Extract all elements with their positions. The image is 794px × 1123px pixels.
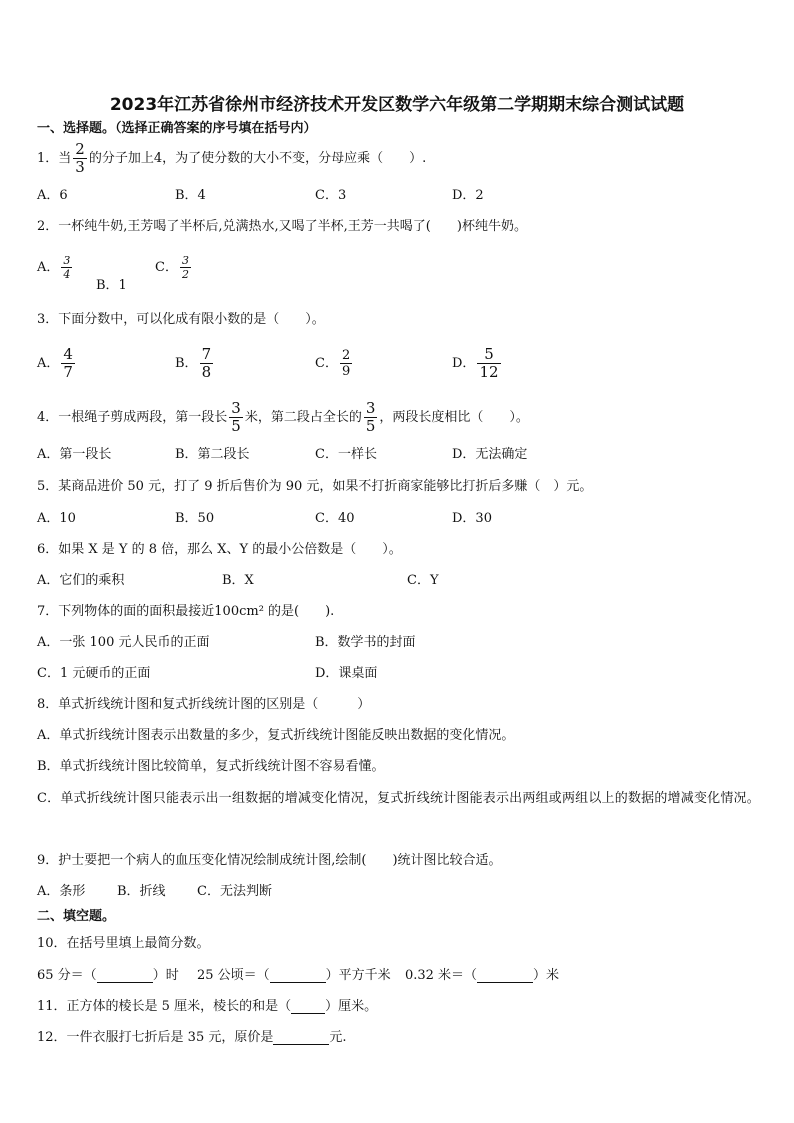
q2-option-a [37, 255, 74, 280]
q9-option-c: C．无法判断 [197, 884, 272, 899]
q3-option-d-fraction [477, 347, 500, 380]
q12-blank[interactable] [273, 1031, 329, 1045]
q4-option-a: A．第一段长 [37, 447, 112, 462]
q10-part-1: 65 分＝（ [37, 968, 97, 983]
q10-part-3: 0.32 米＝（ [404, 968, 478, 983]
question-2: 2．一杯纯牛奶,王芳喝了半杯后,兑满热水,又喝了半杯,王芳一共喝了( )杯纯牛奶。 [37, 219, 527, 234]
question-4 [37, 401, 529, 434]
fraction-denominator: 9 [341, 364, 351, 379]
q1-option-b: B．4 [175, 188, 206, 203]
question-1 [37, 142, 426, 175]
fraction-denominator: 5 [231, 417, 241, 435]
q9-option-b: B．折线 [117, 884, 166, 899]
q3-option-a-label: A． [37, 356, 60, 371]
q10-blank-2[interactable] [270, 969, 326, 983]
fraction-denominator: 8 [201, 363, 212, 381]
fraction-numerator: 4 [63, 345, 73, 363]
q7-option-a: A．一张 100 元人民币的正面 [37, 635, 210, 650]
q8-option-b: B．单式折线统计图比较简单，复式折线统计图不容易看懂。 [37, 759, 385, 774]
question-6: 6．如果 X 是 Y 的 8 倍，那么 X、Y 的最小公倍数是（ ）。 [37, 542, 402, 557]
q6-option-c: C．Y [407, 573, 439, 588]
question-11 [37, 1000, 377, 1014]
q11-post: ）厘米。 [325, 999, 378, 1014]
question-1-post: 的分子加上4，为了使分数的大小不变，分母应乘（ ）. [88, 151, 427, 166]
q3-option-b-label: B． [175, 356, 198, 371]
q2-option-c [155, 255, 193, 280]
section-choice-heading: 一、选择题。（选择正确答案的序号填在括号内） [37, 121, 317, 136]
q1-option-a: A．6 [37, 188, 68, 203]
q2-option-a-label: A． [37, 260, 60, 275]
question-4-post: ，两段长度相比（ ）。 [379, 410, 529, 425]
q3-option-c-label: C． [315, 356, 338, 371]
question-8: 8．单式折线统计图和复式折线统计图的区别是（ ） [37, 697, 371, 712]
page-title: 2023年江苏省徐州市经济技术开发区数学六年级第二学期期末综合测试试题 [109, 95, 685, 115]
question-4-fraction-2 [364, 401, 378, 434]
q7-option-d: D．课桌面 [315, 666, 378, 681]
q5-option-b: B．50 [175, 511, 215, 526]
q1-option-d: D．2 [452, 188, 484, 203]
q2-option-b: B．1 [96, 278, 127, 293]
question-4-fraction-1 [229, 401, 243, 434]
q3-option-b-fraction [200, 347, 214, 380]
q8-option-a: A．单式折线统计图表示出数量的多少，复式折线统计图能反映出数据的变化情况。 [37, 728, 515, 743]
q10-part-1-end: ）时 [152, 968, 179, 983]
q10-blank-1[interactable] [97, 969, 153, 983]
question-1-fraction [73, 142, 87, 175]
q11-pre: 11．正方体的棱长是 5 厘米，棱长的和是（ [37, 999, 292, 1014]
question-10-blanks [37, 969, 559, 983]
q3-option-d [452, 347, 503, 380]
fraction-numerator: 3 [231, 399, 241, 417]
fraction-denominator: 4 [63, 268, 71, 281]
q3-option-a-fraction [61, 347, 75, 380]
q7-option-c: C．1 元硬币的正面 [37, 666, 151, 681]
q4-option-d: D．无法确定 [452, 447, 528, 462]
question-7: 7．下列物体的面的面积最接近100cm² 的是( ). [37, 604, 335, 619]
fraction-denominator: 2 [181, 268, 189, 281]
q3-option-c-fraction [340, 349, 352, 378]
q11-blank[interactable] [291, 1000, 325, 1014]
q7-option-b: B．数学书的封面 [315, 635, 416, 650]
q9-option-a: A．条形 [37, 884, 86, 899]
q12-post: 元. [329, 1030, 347, 1045]
q10-part-3-end: ）米 [533, 968, 560, 983]
q3-option-d-label: D． [452, 356, 476, 371]
q5-option-a: A．10 [37, 511, 76, 526]
fraction-numerator: 5 [484, 345, 494, 363]
fraction-numerator: 7 [201, 345, 212, 363]
question-4-mid: 米，第二段占全长的 [244, 410, 362, 425]
q10-blank-3[interactable] [477, 969, 533, 983]
question-12 [37, 1031, 347, 1045]
q3-option-c [315, 349, 354, 378]
fraction-numerator: 2 [341, 348, 351, 363]
fraction-numerator: 3 [63, 254, 71, 267]
fraction-denominator: 7 [63, 363, 73, 381]
fraction-numerator: 2 [75, 140, 85, 158]
question-5: 5．某商品进价 50 元，打了 9 折后售价为 90 元，如果不打折商家能够比打折后多赚（ ）元。 [37, 479, 593, 494]
fraction-denominator: 5 [365, 417, 376, 435]
question-4-pre: 4．一根绳子剪成两段，第一段长 [37, 410, 228, 425]
q1-option-c: C．3 [315, 188, 347, 203]
fraction-denominator: 12 [479, 363, 499, 381]
fraction-numerator: 3 [181, 254, 189, 267]
q5-option-d: D．30 [452, 511, 492, 526]
section-fill-heading: 二、填空题。 [37, 909, 116, 924]
q8-option-c: C．单式折线统计图只能表示出一组数据的增减变化情况，复式折线统计图能表示出两组或两组以上的数据的增减变化情况。 [37, 791, 760, 806]
q6-option-a: A．它们的乘积 [37, 573, 125, 588]
question-10: 10．在括号里填上最简分数。 [37, 936, 210, 951]
q10-part-2: 25 公顷＝（ [196, 968, 270, 983]
question-9: 9．护士要把一个病人的血压变化情况绘制成统计图,绘制( )统计图比较合适。 [37, 853, 502, 868]
q10-part-2-end: ）平方千米 [325, 968, 391, 983]
q6-option-b: B．X [222, 573, 254, 588]
q2-option-a-fraction [61, 255, 72, 280]
q4-option-b: B．第二段长 [175, 447, 250, 462]
q2-option-c-label: C． [155, 260, 178, 275]
q5-option-c: C．40 [315, 511, 355, 526]
fraction-denominator: 3 [75, 158, 85, 176]
q12-pre: 12．一件衣服打七折后是 35 元，原价是 [37, 1030, 274, 1045]
q4-option-c: C．一样长 [315, 447, 377, 462]
fraction-numerator: 3 [365, 399, 376, 417]
q3-option-b [175, 347, 215, 380]
question-3: 3．下面分数中，可以化成有限小数的是（ ）。 [37, 312, 325, 327]
q3-option-a [37, 347, 77, 380]
question-1-pre: 1．当 [37, 151, 72, 166]
q2-option-c-fraction [180, 255, 191, 280]
